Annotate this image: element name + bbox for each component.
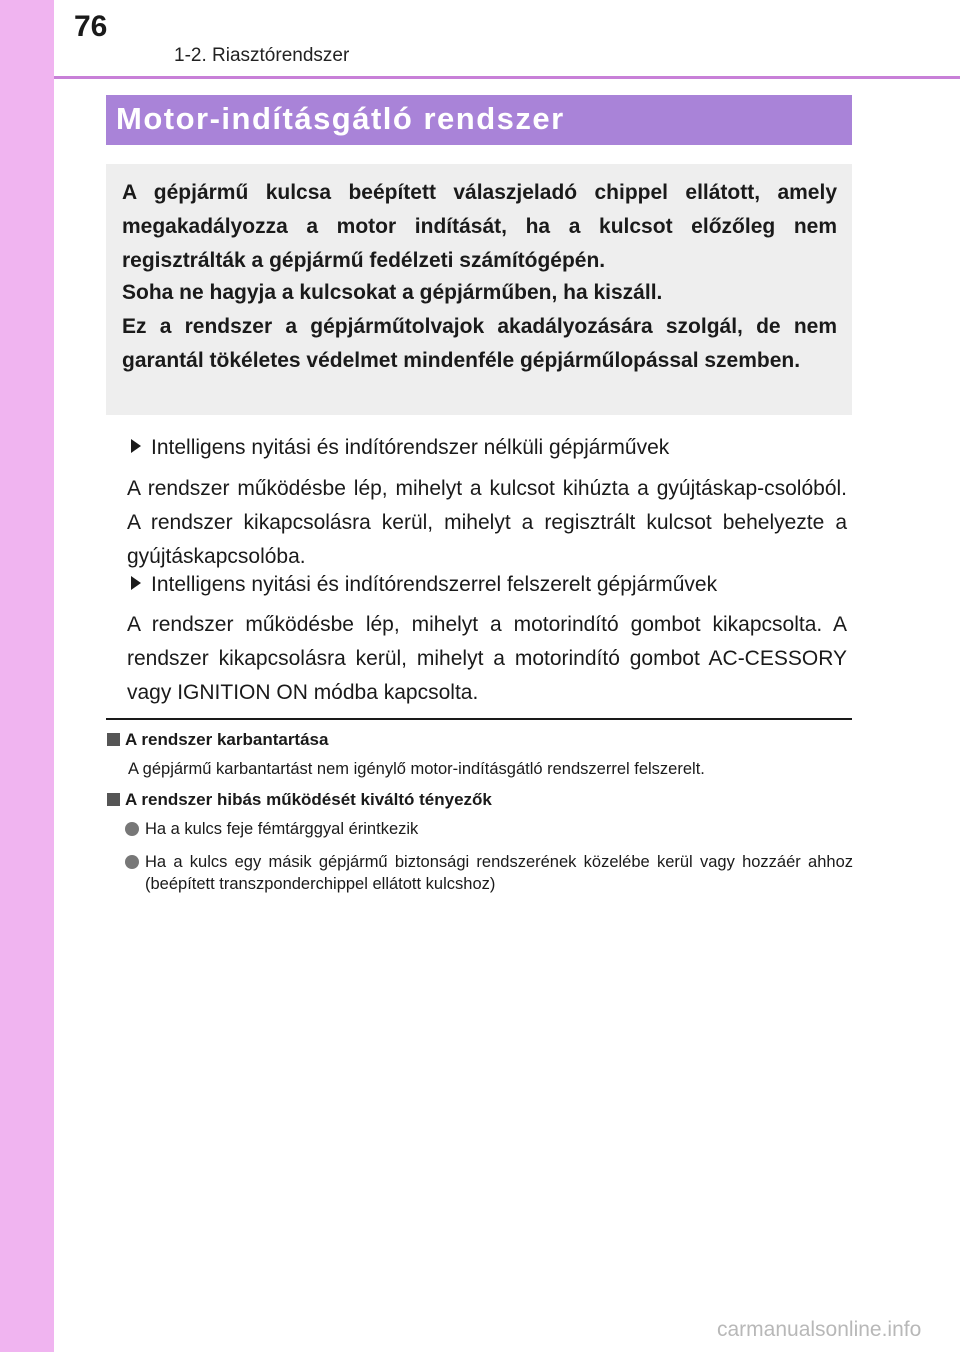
triangle-bullet-icon — [131, 576, 141, 590]
header-rule — [54, 76, 960, 79]
list-item — [125, 818, 853, 840]
note-heading-text: A rendszer karbantartása — [125, 730, 329, 749]
list-item-text: Ha a kulcs feje fémtárggyal érintkezik — [145, 820, 419, 838]
section-divider — [106, 718, 852, 720]
chapter-title: 1-2. Riasztórendszer — [174, 45, 350, 66]
section-title: Motor-indításgátló rendszer — [116, 101, 565, 136]
body-paragraph: A rendszer működésbe lép, mihelyt a kulcsot kihúzta a gyújtáskap-csolóból. A rendszer kikapcsolásra kerül, mihelyt a regisztrált kulcsot behelyezte a gyújtáskapcsolóba. — [127, 477, 847, 568]
circle-bullet-icon — [125, 855, 139, 869]
triangle-bullet-icon — [131, 439, 141, 453]
body-paragraph: A rendszer működésbe lép, mihelyt a motorindító gombot kikapcsolta. A rendszer kikapcsolásra kerül, mihelyt a motorindító gombot AC-CESSORY vagy IGNITION ON módba kapcsolta. — [127, 613, 847, 704]
subsection-heading — [131, 570, 717, 600]
circle-bullet-icon — [125, 822, 139, 836]
subsection-heading — [131, 433, 669, 463]
watermark: carmanualsonline.info — [717, 1318, 922, 1341]
page-number: 76 — [74, 10, 108, 43]
square-bullet-icon — [107, 793, 120, 806]
side-color-bar — [0, 0, 54, 1352]
note-text: A gépjármű karbantartást nem igénylő motor-indításgátló rendszerrel felszerelt. — [128, 760, 705, 778]
summary-paragraph: Ez a rendszer a gépjárműtolvajok akadályozására szolgál, de nem garantál tökéletes védelmet mindenféle gépjárműlopással szemben. — [122, 315, 837, 372]
summary-paragraph: A gépjármű kulcsa beépített válaszjeladó chippel ellátott, amely megakadályozza a motor indítását, ha a kulcsot előzőleg nem regisztrálták a gépjármű fedélzeti számítógépén. — [122, 181, 837, 272]
summary-paragraph: Soha ne hagyja a kulcsokat a gépjárműben, ha kiszáll. — [122, 281, 663, 304]
list-item — [125, 851, 853, 895]
subsection-heading-text: Intelligens nyitási és indítórendszer nélküli gépjárművek — [151, 436, 670, 459]
note-heading — [107, 730, 328, 750]
list-item-text: Ha a kulcs egy másik gépjármű biztonsági rendszerének közelébe kerül vagy hozzáér ahhoz (beépített transzponderchippel ellátott kulcshoz) — [145, 853, 853, 893]
note-heading-text: A rendszer hibás működését kiváltó tényezők — [125, 790, 492, 809]
square-bullet-icon — [107, 733, 120, 746]
subsection-heading-text: Intelligens nyitási és indítórendszerrel felszerelt gépjárművek — [151, 573, 718, 596]
note-heading — [107, 790, 492, 810]
